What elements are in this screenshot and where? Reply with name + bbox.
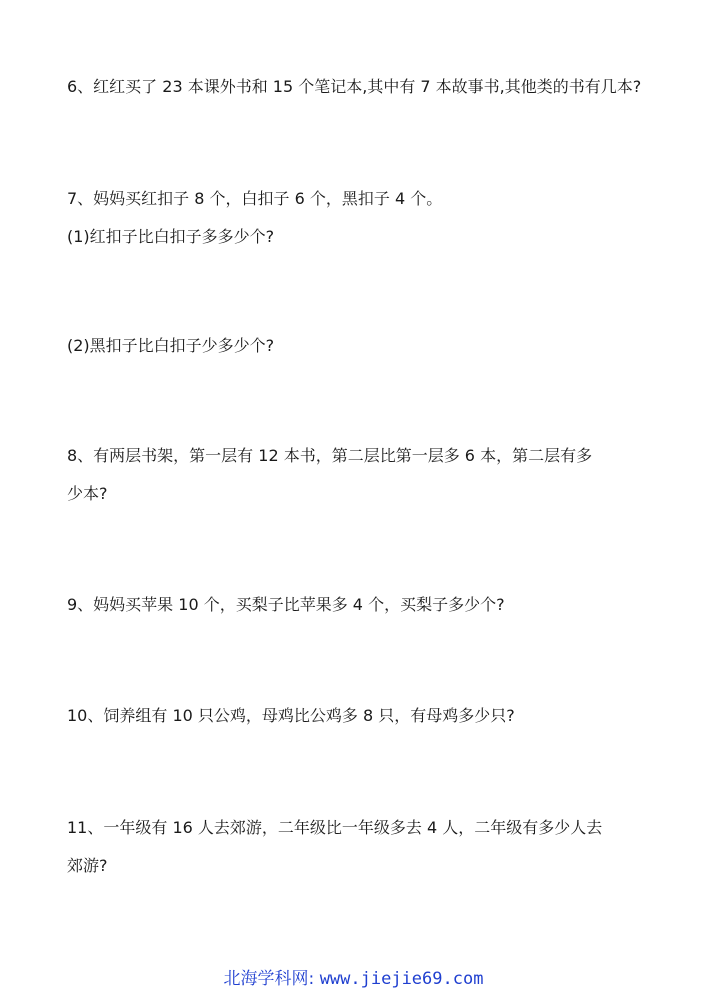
question-7-sub-1: (1)红扣子比白扣子多多少个?: [67, 227, 275, 246]
footer-watermark: [0, 964, 707, 989]
footer-site-label: 北海学科网:: [223, 969, 315, 989]
question-7-sub-2: (2)黑扣子比白扣子少多少个?: [67, 336, 275, 355]
footer-site-url[interactable]: www.jiejie69.com: [319, 969, 484, 989]
question-11-text-line-2: 郊游?: [67, 856, 108, 875]
question-10-text: 10、饲养组有 10 只公鸡，母鸡比公鸡多 8 只，有母鸡多少只?: [67, 706, 515, 725]
question-6-text: 6、红红买了 23 本课外书和 15 个笔记本,其中有 7 本故事书,其他类的书有几本?: [67, 77, 642, 96]
question-8-text-line-1: 8、有两层书架，第一层有 12 本书，第二层比第一层多 6 本，第二层有多: [67, 446, 593, 465]
question-8-text-line-2: 少本?: [67, 484, 108, 503]
question-7-text: 7、妈妈买红扣子 8 个，白扣子 6 个，黑扣子 4 个。: [67, 189, 443, 208]
question-11-text-line-1: 11、一年级有 16 人去郊游，二年级比一年级多去 4 人，二年级有多少人去: [67, 818, 603, 837]
question-9-text: 9、妈妈买苹果 10 个，买梨子比苹果多 4 个，买梨子多少个?: [67, 595, 505, 614]
